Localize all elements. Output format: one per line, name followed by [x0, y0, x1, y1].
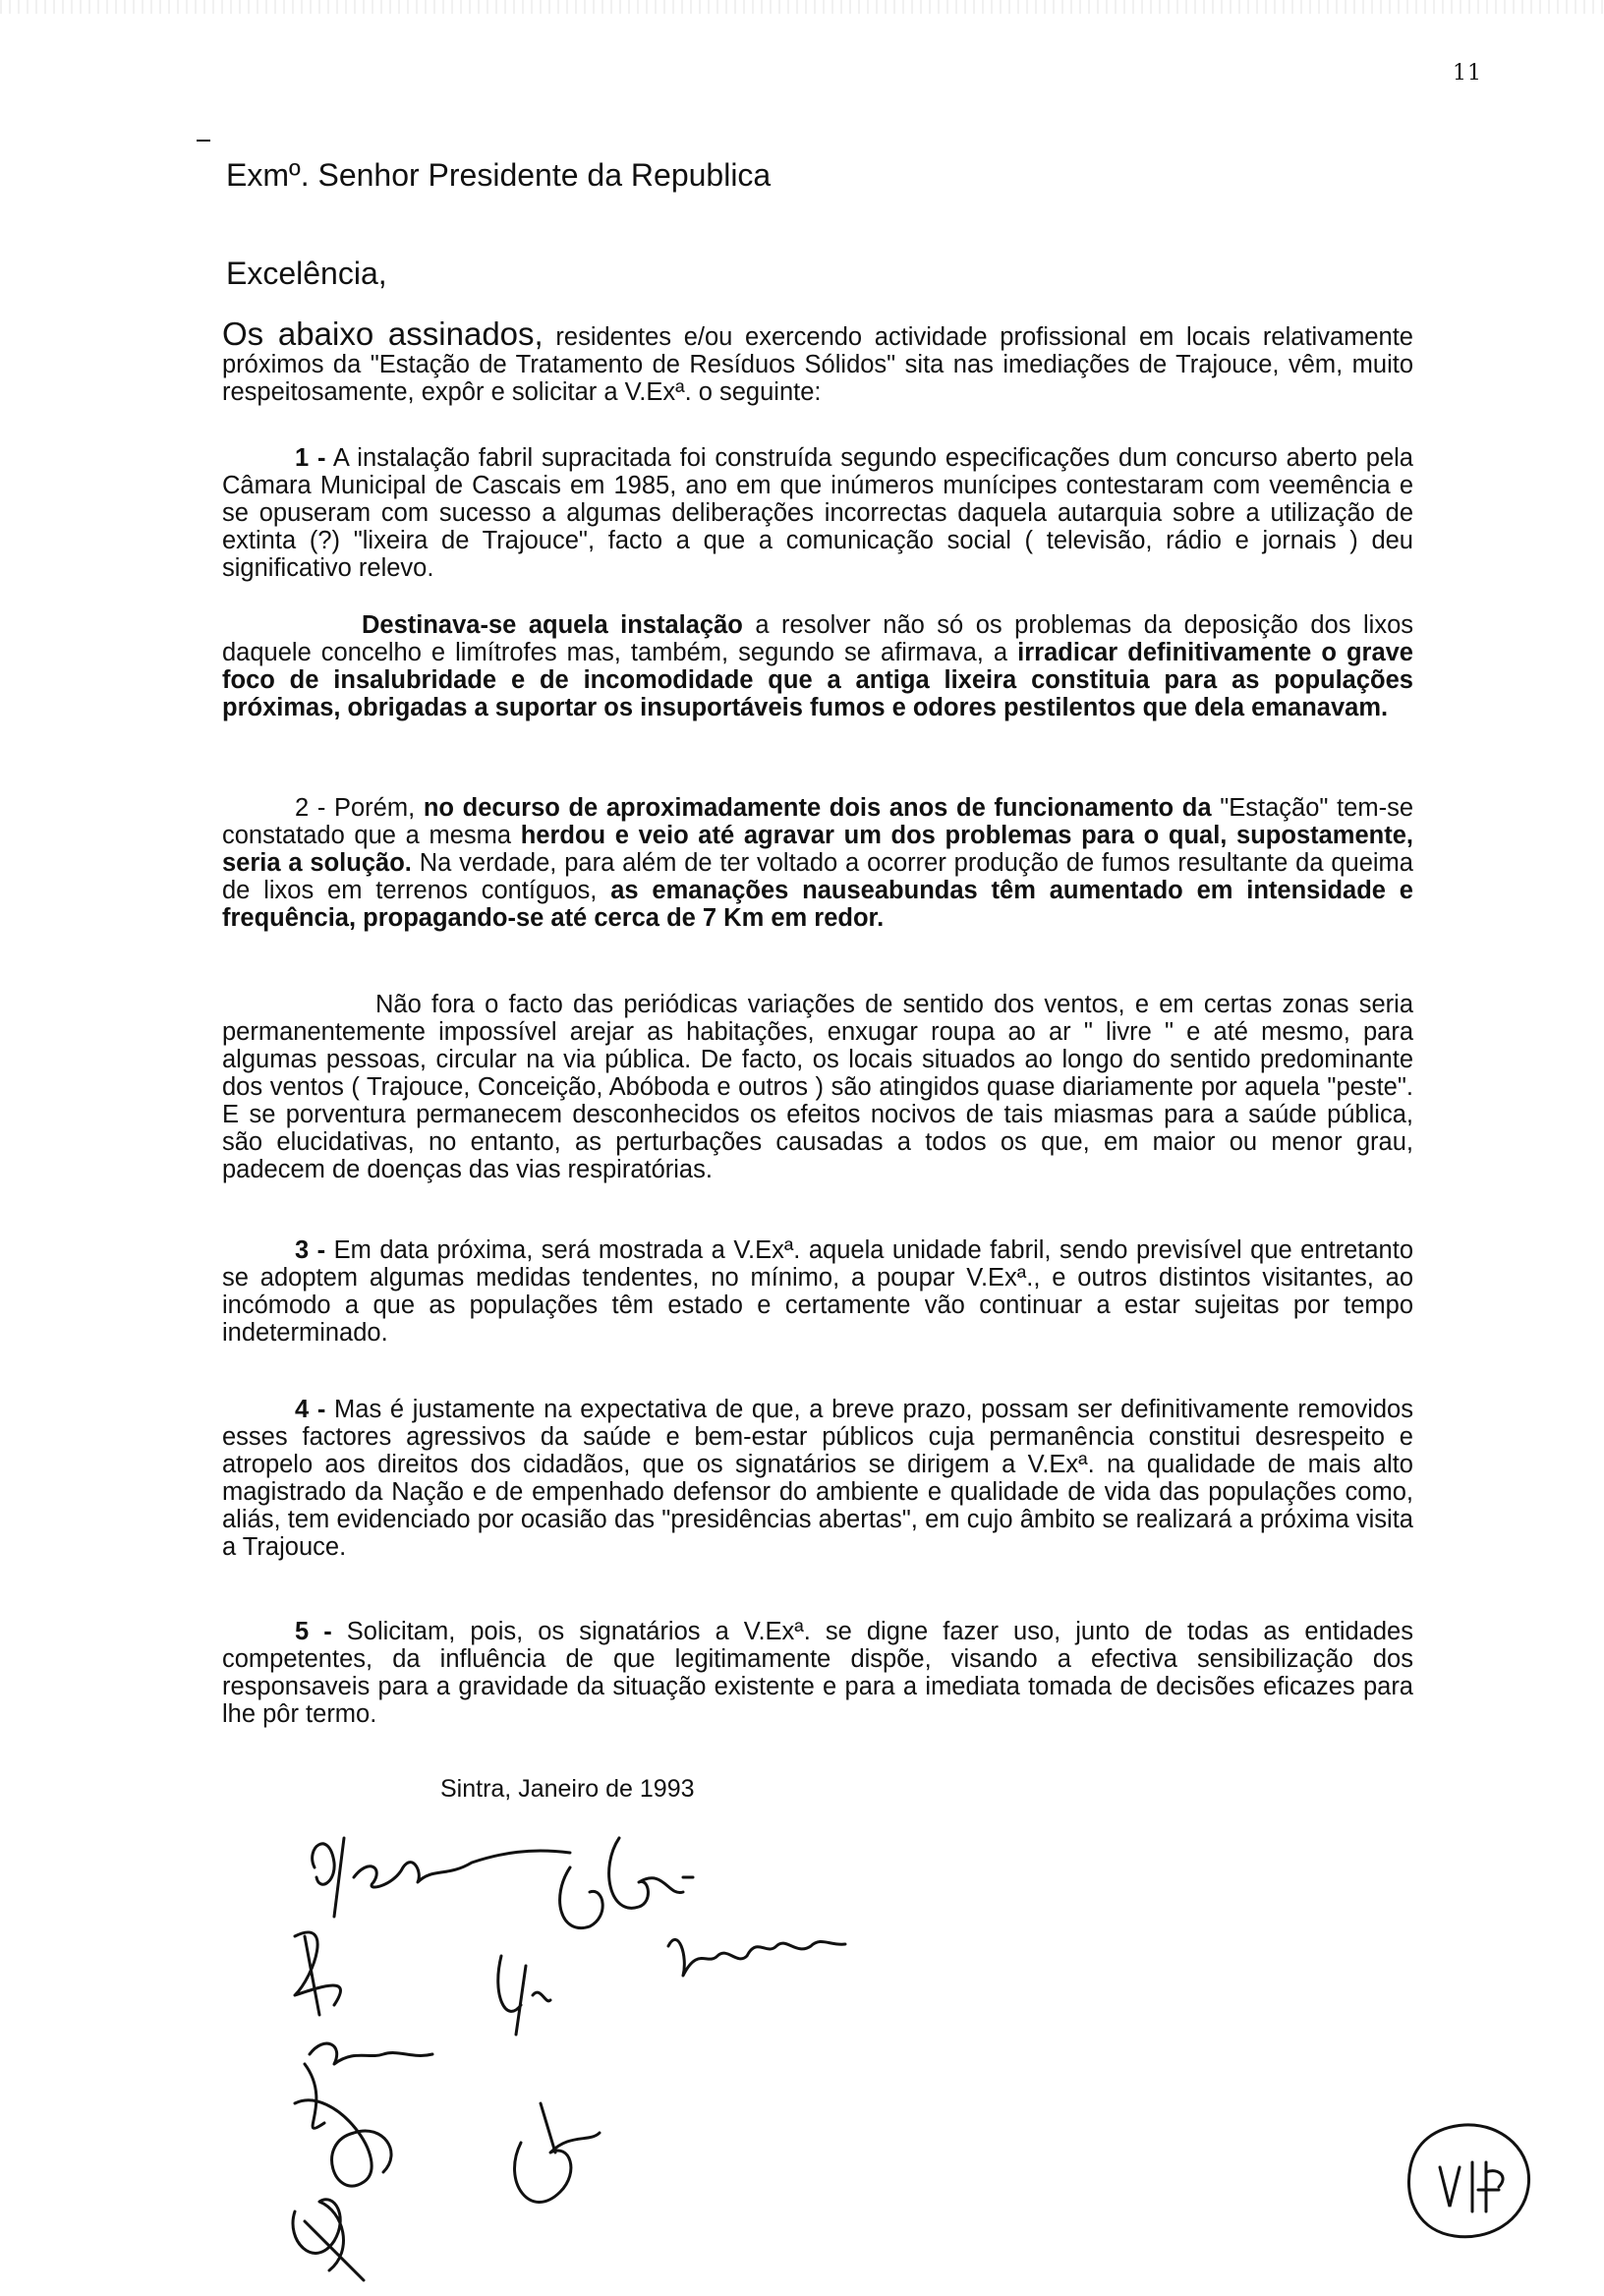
signature-8 [515, 2103, 600, 2202]
place-date: Sintra, Janeiro de 1993 [440, 1775, 695, 1803]
paragraph-2b-text: Não fora o facto das periódicas variações de sentido dos ventos, e em certas zonas seria permanentemente impossível arejar as habitações, enxugar roupa ao ar " livre " e até mesmo, para algumas pessoas, circular na via pública. De facto, os locais situados ao longo do sentido predominante dos ventos ( Trajouce, Conceição, Abóboda e outros ) são atingidos quase diariamente por aquela "peste". E se porventura permanecem desconhecidos os efeitos nocivos de tais miasmas para a saúde pública, são elucidativas, no entanto, as perturbações causadas a todos os que, em maior ou menor grau, padecem de doenças das vias respiratórias. [222, 991, 1413, 1183]
paragraph-1 [222, 444, 1413, 582]
paragraph-2-text-2: "Estação" tem-se constatado que a mesma [222, 794, 1414, 849]
paragraph-4-text: Mas é justamente na expectativa de que, a breve prazo, possam ser definitivamente removidos esses factores agressivos da saúde e bem-estar públicos cuja permanência constitui desrespeito e atropelo aos direitos dos cidadãos, que os signatários se dirigem a V.Exª. na qualidade de mais alto magistrado da Nação e de empenhado defensor do ambiente e qualidade de vida das populações como, aliás, tem evidenciado por ocasião das "presidências abertas", em cujo âmbito se realizará a próxima visita a Trajouce. [222, 1396, 1413, 1561]
stamp-mark [1396, 2113, 1543, 2251]
signature-6 [305, 2043, 432, 2128]
salutation: Exmº. Senhor Presidente da Republica [226, 157, 772, 193]
greeting: Excelência, [226, 256, 387, 291]
paragraph-3-text: Em data próxima, será mostrada a V.Exª. aquela unidade fabril, sendo previsível que entretanto se adoptem algumas medidas tendentes, no mínimo, a poupar V.Exª., e outros distintos visitantes, ao incómodo a que as populações têm estado e certamente vão continuar a estar sujeitas por tempo indeterminado. [222, 1236, 1413, 1347]
signature-3 [668, 1939, 845, 1976]
signature-9 [293, 2200, 364, 2280]
paragraph-1b-text: a resolver não só os problemas da deposição dos lixos daquele concelho e limítrofes mas, também, segundo se afirmava, a [222, 611, 1414, 666]
paragraph-2-text-3: Na verdade, para além de ter voltado a ocorrer produção de fumos resultante da queima de lixos em terrenos contíguos, [222, 849, 1413, 904]
signature-5 [498, 1956, 550, 2035]
margin-mark [197, 140, 210, 142]
stamp-circle [1408, 2125, 1528, 2237]
paragraph-2b [222, 991, 1413, 1183]
signature-2 [560, 1838, 693, 1928]
intro-text: residentes e/ou exercendo actividade profissional em locais relativamente próximos da "Estação de Tratamento de Resíduos Sólidos" sita nas imediações de Trajouce, vêm, muito respeitosamente, expôr e solicitar a V.Exª. o seguinte: [222, 323, 1413, 406]
paragraph-3-number: 3 - [295, 1236, 326, 1264]
paragraph-5 [222, 1618, 1413, 1728]
paragraph-1b-bold-lead: Destinava-se aquela instalação [362, 611, 743, 639]
stamp-initials [1440, 2162, 1503, 2211]
signature-1 [313, 1838, 570, 1917]
paragraph-3 [222, 1236, 1413, 1347]
paragraph-5-number: 5 - [295, 1618, 332, 1645]
paragraph-1-number: 1 - [295, 444, 326, 472]
page-number: 11 [1453, 61, 1482, 86]
paragraph-1b-bold-end: irradicar definitivamente o grave foco de insalubridade e de incomodidade que a antiga lixeira constituia para as populações próximas, obrigadas a suportar os insuportáveis fumos e odores pestilentos que dela emanavam. [222, 639, 1413, 721]
scan-edge-artifact [0, 0, 1604, 14]
paragraph-4 [222, 1396, 1413, 1561]
paragraph-2-bold-3: as emanações nauseabundas têm aumentado em intensidade e frequência, propagando-se até cerca de 7 Km em redor. [222, 877, 1413, 932]
paragraph-2-number: 2 - [295, 794, 326, 822]
signature-4 [295, 1932, 340, 2015]
intro-lead: Os abaixo assinados, [222, 316, 544, 352]
paragraph-4-number: 4 - [295, 1396, 326, 1423]
paragraph-2-bold-1: no decurso de aproximadamente dois anos de funcionamento da [423, 794, 1212, 822]
paragraph-2 [222, 794, 1413, 932]
paragraph-5-text: Solicitam, pois, os signatários a V.Exª. se digne fazer uso, junto de todas as entidades competentes, da influência de que legitimamente dispõe, visando a efectiva sensibilização dos responsaveis para a gravidade da situação existente e para a imediata tomada de decisões eficazes para lhe pôr termo. [222, 1618, 1413, 1728]
paragraph-2-text-1: Porém, [333, 794, 416, 822]
handwritten-signatures [275, 1808, 963, 2290]
paragraph-2-bold-2: herdou e veio até agravar um dos problemas para o qual, supostamente, seria a solução. [222, 822, 1413, 877]
signature-7 [295, 2100, 391, 2186]
intro-paragraph [222, 316, 1413, 406]
paragraph-1-text: A instalação fabril supracitada foi construída segundo especificações dum concurso aberto pela Câmara Municipal de Cascais em 1985, ano em que inúmeros munícipes contestaram com veemência e se opuseram com sucesso a algumas deliberações incorrectas daquela autarquia sobre a utilização de extinta (?) "lixeira de Trajouce", facto a que a comunicação social ( televisão, rádio e jornais ) deu significativo relevo. [222, 444, 1413, 582]
paragraph-1b [222, 611, 1413, 721]
